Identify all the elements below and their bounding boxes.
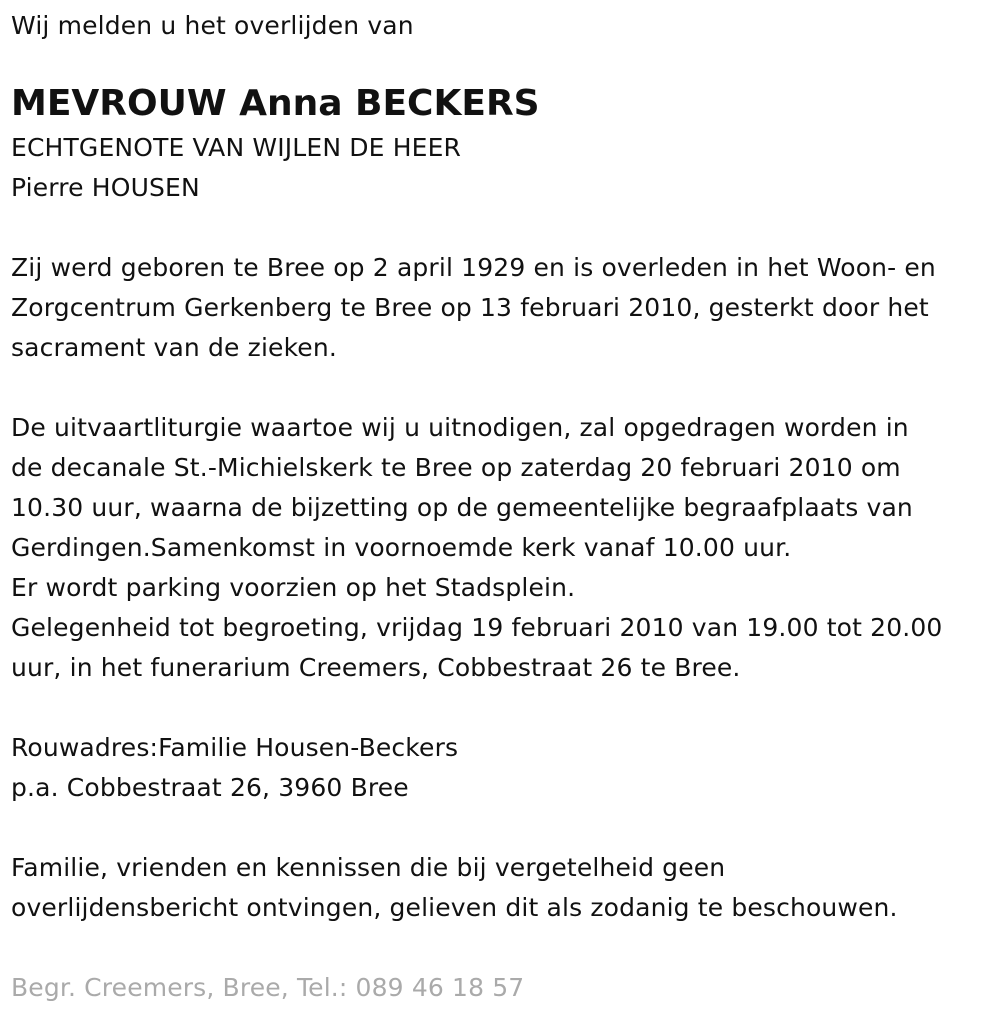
paragraph-line: Gelegenheid tot begroeting, vrijdag 19 februari 2010 van 19.00 tot 20.00: [11, 613, 943, 642]
paragraph-line: sacrament van de zieken.: [11, 333, 337, 362]
spacer: [11, 208, 996, 248]
paragraph-line: overlijdensbericht ontvingen, gelieven dit als zodanig te beschouwen.: [11, 893, 898, 922]
spacer: [11, 928, 996, 968]
spouse-name: Pierre HOUSEN: [11, 173, 200, 202]
address-line: Rouwadres:Familie Housen-Beckers: [11, 733, 459, 762]
relation-text: ECHTGENOTE VAN WIJLEN DE HEER: [11, 133, 462, 162]
paragraph-line: Familie, vrienden en kennissen die bij vergetelheid geen: [11, 853, 726, 882]
paragraph-line: de decanale St.-Michielskerk te Bree op zaterdag 20 februari 2010 om: [11, 453, 901, 482]
deceased-name: MEVROUW Anna BECKERS: [11, 83, 540, 124]
spacer: [11, 368, 996, 408]
funeral-paragraph: [11, 408, 996, 688]
closing-paragraph: [11, 848, 996, 928]
paragraph-line: Gerdingen.Samenkomst in voornoemde kerk vanaf 10.00 uur.: [11, 533, 792, 562]
address-block: [11, 728, 996, 808]
paragraph-line: De uitvaartliturgie waartoe wij u uitnodigen, zal opgedragen worden in: [11, 413, 909, 442]
spacer: [11, 808, 996, 848]
paragraph-line: Zorgcentrum Gerkenberg te Bree op 13 februari 2010, gesterkt door het: [11, 293, 929, 322]
paragraph-line: Er wordt parking voorzien op het Stadsplein.: [11, 573, 576, 602]
paragraph-line: 10.30 uur, waarna de bijzetting op de gemeentelijke begraafplaats van: [11, 493, 913, 522]
address-line: p.a. Cobbestraat 26, 3960 Bree: [11, 773, 409, 802]
intro-text: Wij melden u het overlijden van: [11, 11, 414, 40]
paragraph-line: uur, in het funerarium Creemers, Cobbestraat 26 te Bree.: [11, 653, 741, 682]
death-notice: [11, 6, 996, 1008]
birth-death-paragraph: [11, 248, 996, 368]
spacer: [11, 688, 996, 728]
paragraph-line: Zij werd geboren te Bree op 2 april 1929 en is overleden in het Woon- en: [11, 253, 936, 282]
undertaker-footer: Begr. Creemers, Bree, Tel.: 089 46 18 57: [11, 973, 525, 1002]
